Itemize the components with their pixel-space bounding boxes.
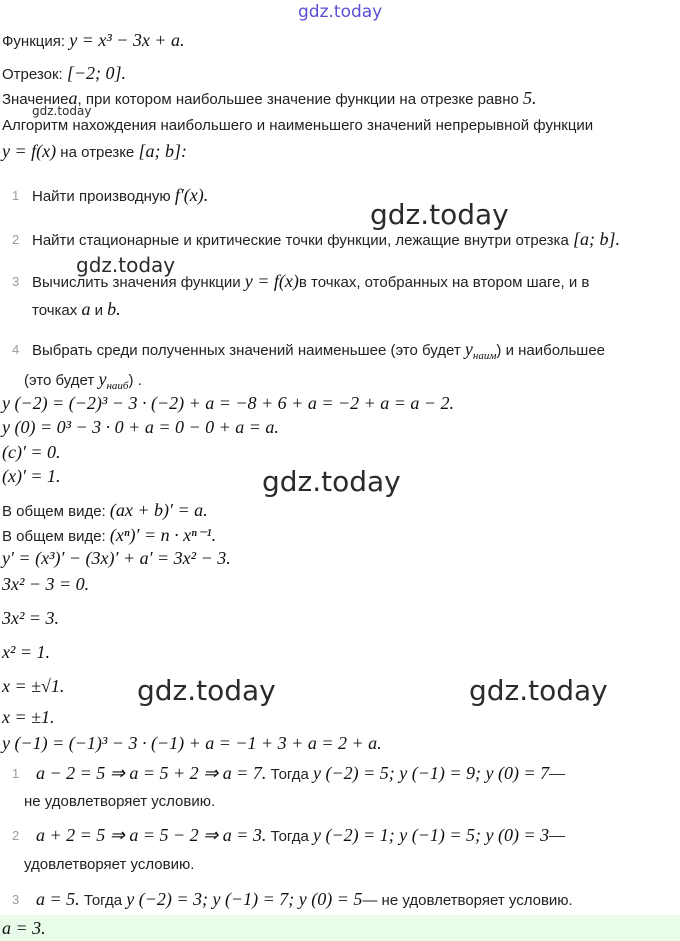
step-math: [a; b].	[572, 229, 620, 249]
step-subscript: наиб	[106, 380, 129, 392]
solution-line-9	[2, 608, 59, 630]
solution-line-5	[2, 500, 208, 522]
case-math: a = 5.	[36, 889, 80, 909]
solution-math: x = ±√1.	[2, 676, 65, 696]
watermark-5: gdz.today	[469, 674, 608, 707]
watermark-2: gdz.today	[76, 253, 176, 277]
step-text: Найти производную	[32, 188, 171, 205]
segment-expr: [−2; 0].	[66, 63, 127, 83]
case-2	[36, 825, 565, 847]
step-text: и	[94, 302, 103, 319]
case-1-line-2	[24, 792, 215, 812]
step-math: a	[81, 299, 91, 319]
condition-a: a	[68, 88, 78, 108]
solution-line-11	[2, 676, 64, 698]
case-text: — не удовлетворяет условию.	[362, 892, 573, 909]
watermark-1: gdz.today	[370, 198, 509, 231]
solution-line-12	[2, 707, 55, 729]
algorithm-func: y = f(x)	[2, 141, 57, 161]
step-math: y = f(x)	[244, 271, 299, 291]
condition-value: 5.	[523, 88, 537, 108]
step-text: Найти стационарные и критические точки функции, лежащие внутри отрезка	[32, 232, 569, 249]
step-text: Вычислить значения функции	[32, 274, 241, 291]
step-text: ) .	[128, 372, 142, 389]
function-line	[2, 30, 185, 52]
watermark-3: gdz.today	[262, 465, 401, 498]
case-math: a − 2 = 5 ⇒ a = 5 + 2 ⇒ a = 7.	[36, 763, 267, 783]
step-text: Выбрать среди полученных значений наименьшее (это будет	[32, 342, 461, 359]
solution-line-1	[2, 393, 454, 415]
step-2	[32, 229, 620, 251]
case-math: y (−2) = 3; y (−1) = 7; y (0) = 5	[126, 889, 363, 909]
solution-math: 3x² = 3.	[2, 608, 60, 628]
solution-math: y′ = (x³)′ − (3x)′ + a′ = 3x² − 3.	[2, 548, 231, 568]
step-3-line-2	[32, 299, 121, 321]
solution-text: В общем виде:	[2, 503, 106, 520]
solution-line-10	[2, 642, 50, 664]
solution-math: (x)′ = 1.	[2, 466, 61, 486]
case-3	[36, 889, 573, 911]
condition-text-c: , при котором наибольшее значение функции на отрезке равно	[77, 91, 519, 108]
case-text: не удовлетворяет условию.	[24, 793, 216, 810]
function-label: Функция:	[2, 33, 66, 50]
solution-text: В общем виде:	[2, 528, 106, 545]
step-math: f′(x).	[174, 185, 209, 205]
case-math: a + 2 = 5 ⇒ a = 5 − 2 ⇒ a = 3.	[36, 825, 267, 845]
case-text: Тогда	[270, 828, 309, 845]
case-math: y (−2) = 1; y (−1) = 5; y (0) = 3—	[312, 825, 566, 845]
solution-line-6	[2, 525, 216, 547]
algorithm-on-segment: на отрезке	[60, 144, 135, 161]
solution-line-2	[2, 417, 279, 439]
algorithm-segment: [a; b]:	[138, 141, 187, 161]
step-subscript: наим	[472, 350, 497, 362]
case-number: 3	[12, 892, 20, 907]
solution-line-4	[2, 466, 61, 488]
step-number: 4	[12, 342, 20, 357]
case-number: 1	[12, 766, 20, 781]
step-number: 1	[12, 188, 20, 203]
step-math: b.	[107, 299, 121, 319]
step-4	[32, 339, 605, 366]
function-expr: y = x³ − 3x + a.	[69, 30, 185, 50]
case-number: 2	[12, 828, 20, 843]
case-1	[36, 763, 565, 785]
condition-text-a: Значение	[2, 91, 69, 108]
solution-math: y (−2) = (−2)³ − 3 · (−2) + a = −8 + 6 + a = −2 + a = a − 2.	[2, 393, 455, 413]
solution-math: (c)′ = 0.	[2, 442, 61, 462]
watermark-small: gdz.today	[32, 104, 92, 118]
solution-line-3	[2, 442, 61, 464]
answer-highlight	[0, 915, 680, 941]
case-text: Тогда	[83, 892, 123, 909]
step-math: y	[464, 339, 473, 359]
watermark-top: gdz.today	[298, 2, 383, 22]
case-2-line-2	[24, 855, 194, 875]
segment-line	[2, 63, 126, 85]
step-number: 3	[12, 274, 20, 289]
step-1	[32, 185, 208, 207]
algorithm-title-text: Алгоритм нахождения наибольшего и наименьшего значений непрерывной функции	[2, 117, 594, 134]
case-text: удовлетворяет условию.	[24, 856, 195, 873]
solution-math: y (−1) = (−1)³ − 3 · (−1) + a = −1 + 3 + a = 2 + a.	[2, 733, 382, 753]
solution-math: 3x² − 3 = 0.	[2, 574, 90, 594]
step-text: точках	[32, 302, 78, 319]
case-math: y (−2) = 5; y (−1) = 9; y (0) = 7—	[312, 763, 566, 783]
step-number: 2	[12, 232, 20, 247]
algorithm-subtitle	[2, 141, 187, 163]
algorithm-title	[2, 116, 593, 136]
solution-line-13	[2, 733, 382, 755]
step-math: y	[98, 369, 107, 389]
solution-math: x = ±1.	[2, 707, 55, 727]
answer-math: a = 3.	[2, 918, 46, 938]
step-text: в точках, отобранных на втором шаге, и в	[298, 274, 590, 291]
step-text: ) и наибольшее	[496, 342, 606, 359]
solution-line-7	[2, 548, 231, 570]
condition-line	[2, 88, 537, 110]
solution-line-8	[2, 574, 89, 596]
case-text: Тогда	[270, 766, 309, 783]
answer-line	[2, 918, 46, 940]
step-4-line-2	[24, 369, 142, 396]
solution-math: x² = 1.	[2, 642, 51, 662]
solution-math: y (0) = 0³ − 3 · 0 + a = 0 − 0 + a = a.	[2, 417, 279, 437]
step-text: (это будет	[24, 372, 95, 389]
solution-math: (ax + b)′ = a.	[109, 500, 208, 520]
watermark-4: gdz.today	[137, 674, 276, 707]
segment-label: Отрезок:	[2, 66, 63, 83]
solution-math: (xⁿ)′ = n · xⁿ⁻¹.	[109, 525, 217, 545]
step-3	[32, 271, 589, 293]
